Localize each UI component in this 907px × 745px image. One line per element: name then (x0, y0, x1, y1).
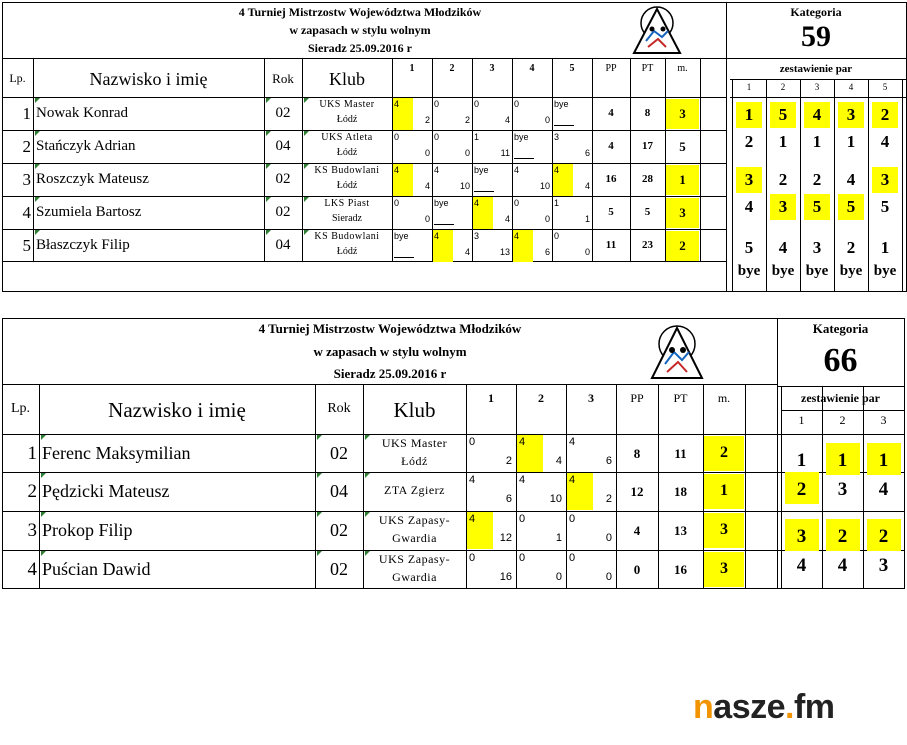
pair-value: 5 (880, 197, 890, 216)
round-score-top: 0 (394, 198, 400, 208)
row-pp: 4 (608, 107, 614, 119)
header-name: Nazwisko i imię (108, 398, 246, 422)
pair-value: 5 (744, 238, 754, 257)
title-line-1: 4 Turniej Mistrzostw Województwa Młodzików (258, 321, 522, 336)
row-klub-line2: Gwardia (392, 570, 437, 584)
row-klub-line2: Gwardia (392, 531, 437, 545)
pair-value: 3 (837, 479, 848, 500)
brand-fm: fm (793, 688, 835, 726)
row-klub-line1: UKS Zapasy- (378, 552, 451, 566)
round-score-bottom: 0 (605, 571, 612, 583)
round-score-top: 0 (569, 552, 576, 564)
round-score-top: bye (554, 99, 569, 109)
pair-value: 3 (812, 238, 822, 257)
round-score-top: 0 (519, 513, 526, 525)
brand-logo (693, 688, 835, 727)
pair-value: 2 (796, 479, 807, 500)
round-score-top: 0 (514, 198, 520, 208)
row-lp: 4 (27, 559, 37, 580)
round-score-bottom: 0 (605, 532, 612, 544)
pair-value: bye (805, 263, 829, 279)
round-score-top: 4 (569, 436, 576, 448)
row-klub-line1: UKS Master (319, 99, 375, 110)
row-pp: 0 (633, 562, 641, 577)
header-lp: Lp. (10, 401, 31, 416)
round-score-top: 4 (519, 436, 526, 448)
pairs-col-header: 3 (814, 82, 820, 92)
pair-value: 3 (878, 555, 889, 576)
header-round-3: 3 (489, 63, 495, 74)
pair-value: 3 (744, 170, 754, 189)
wrestling-emblem-icon (646, 320, 708, 382)
pairs-col-header: 4 (848, 82, 854, 92)
row-klub-line1: LKS Piast (324, 198, 370, 209)
round-score-bottom: 10 (539, 181, 550, 191)
pair-value: 4 (846, 170, 856, 189)
pair-value: 2 (846, 238, 856, 257)
round-score-bottom: 0 (544, 115, 550, 125)
cell-marker-icon (41, 512, 46, 517)
round-score-bottom: 2 (424, 115, 430, 125)
pair-value: bye (839, 263, 863, 279)
kategoria-label: Kategoria (812, 321, 869, 336)
header-klub: Klub (393, 398, 436, 422)
round-score-bottom: 0 (424, 214, 430, 224)
round-score-top: 4 (469, 474, 476, 486)
row-name: Pędzicki Mateusz (42, 481, 170, 501)
row-name: Roszczyk Mateusz (36, 171, 149, 187)
row-klub-line2: Łódź (336, 114, 358, 125)
pairs-label: zestawienie par (779, 63, 853, 75)
row-place: 3 (720, 521, 728, 538)
row-rok: 02 (330, 520, 348, 540)
row-klub-line1: ZTA Zgierz (383, 483, 445, 497)
pairs-col-header: 2 (839, 413, 846, 427)
round-score-bottom: 4 (504, 115, 510, 125)
row-klub-line1: UKS Atleta (321, 132, 373, 143)
row-pt: 16 (674, 562, 687, 577)
round-score-top: bye (394, 231, 409, 241)
title-line-2: w zapasach w stylu wolnym (313, 344, 467, 359)
row-pt: 28 (642, 173, 653, 185)
row-pp: 11 (605, 239, 617, 251)
round-score-bottom: 11 (500, 148, 510, 158)
row-name: Prokop Filip (42, 520, 133, 540)
row-pp: 5 (608, 206, 614, 218)
pair-value: 1 (880, 238, 890, 257)
pair-value: 1 (812, 132, 822, 151)
round-score-bottom: 2 (605, 493, 612, 505)
row-rok: 04 (330, 481, 348, 501)
cell-marker-icon (365, 551, 370, 556)
round-score-top: 0 (434, 99, 440, 109)
header-pt: PT (641, 63, 654, 74)
pair-value: 5 (846, 197, 856, 216)
row-pt: 17 (642, 140, 653, 152)
round-score-top: 0 (514, 99, 520, 109)
round-score-bottom: 6 (584, 148, 590, 158)
header-pp: PP (605, 63, 617, 74)
round-score-bottom: 0 (555, 571, 562, 583)
header-round-4: 4 (529, 63, 535, 74)
pairs-col-header: 2 (780, 82, 786, 92)
round-score-top: 4 (554, 165, 560, 175)
header-round-2: 2 (538, 391, 544, 405)
cell-marker-icon (365, 473, 370, 478)
round-score-bottom: 2 (505, 455, 512, 467)
round-score-bottom: 16 (499, 571, 512, 583)
round-score-bottom: 0 (424, 148, 430, 158)
row-rok: 02 (330, 559, 348, 579)
row-rok: 02 (275, 204, 291, 220)
round-score-top: 0 (554, 231, 560, 241)
pair-value: 2 (744, 132, 754, 151)
pairs-col-header: 5 (882, 82, 888, 92)
row-lp: 3 (22, 170, 31, 189)
pair-value: 4 (880, 132, 890, 151)
pair-value: 1 (796, 450, 807, 471)
kategoria-label: Kategoria (790, 5, 842, 19)
header-m: m. (717, 391, 731, 405)
row-rok: 02 (275, 171, 291, 187)
round-score-top: 0 (569, 513, 576, 525)
pair-value: 2 (812, 170, 822, 189)
kategoria-value: 66 (823, 342, 858, 379)
pair-value: 4 (796, 555, 807, 576)
row-place: 1 (679, 172, 686, 187)
pair-value: 1 (846, 132, 856, 151)
row-klub-line2: Sieradz (332, 213, 362, 224)
row-name: Nowak Konrad (36, 105, 129, 121)
row-pp: 8 (633, 446, 641, 461)
pair-value: 3 (846, 105, 856, 124)
header-rok: Rok (327, 401, 351, 416)
round-score-top: 4 (394, 165, 400, 175)
brand-rest: asze (713, 688, 786, 726)
row-klub-line1: UKS Master (381, 436, 448, 450)
round-score-bottom: 4 (464, 247, 470, 257)
pair-value: bye (873, 263, 897, 279)
round-score-bottom: 6 (544, 247, 550, 257)
round-score-bottom: 0 (584, 247, 590, 257)
round-score-top: 0 (474, 99, 480, 109)
cell-marker-icon (317, 435, 322, 440)
pair-value: 4 (878, 479, 889, 500)
row-lp: 4 (22, 203, 31, 222)
row-name: Stańczyk Adrian (36, 138, 136, 154)
row-klub-line2: Łódź (336, 180, 358, 191)
brand-dot: . (785, 688, 794, 726)
row-place: 5 (679, 139, 686, 154)
cell-marker-icon (317, 551, 322, 556)
cell-marker-icon (365, 435, 370, 440)
pair-value: 5 (812, 197, 822, 216)
round-score-top: bye (474, 165, 489, 175)
row-rok: 04 (275, 237, 291, 253)
round-score-top: 3 (554, 132, 560, 142)
row-place: 3 (679, 205, 686, 220)
pair-value: 2 (878, 526, 889, 547)
round-score-top: 4 (514, 231, 520, 241)
pair-value: 1 (744, 105, 754, 124)
row-lp: 5 (22, 236, 31, 255)
pair-value: 4 (812, 105, 822, 124)
header-round-1: 1 (488, 391, 494, 405)
round-score-top: 4 (434, 165, 440, 175)
row-lp: 2 (22, 137, 31, 156)
round-score-top: 0 (434, 132, 440, 142)
round-score-top: 1 (474, 132, 480, 142)
round-score-top: 3 (474, 231, 480, 241)
pair-value: bye (771, 263, 795, 279)
pair-value: 2 (778, 170, 788, 189)
row-pt: 5 (644, 206, 651, 218)
round-score-top: 4 (474, 198, 480, 208)
header-round-2: 2 (449, 63, 455, 74)
round-score-bottom: 2 (464, 115, 470, 125)
header-m: m. (677, 63, 688, 74)
round-score-top: bye (514, 132, 529, 142)
pair-value: 4 (837, 555, 848, 576)
header-lp: Lp. (9, 71, 26, 85)
round-score-bottom: 10 (549, 493, 562, 505)
cell-marker-icon (317, 473, 322, 478)
row-pt: 8 (644, 107, 651, 119)
pair-value: 2 (880, 105, 890, 124)
header-rok: Rok (272, 71, 294, 86)
cell-marker-icon (365, 512, 370, 517)
pairs-col-header: 1 (746, 82, 752, 92)
pair-value: 1 (837, 450, 848, 471)
row-lp: 1 (27, 443, 37, 464)
round-score-top: 0 (519, 552, 526, 564)
round-score-bottom: 4 (584, 181, 590, 191)
row-pt: 11 (674, 446, 687, 461)
pair-value: bye (737, 263, 761, 279)
header-name: Nazwisko i imię (89, 69, 208, 89)
title-line-1: 4 Turniej Mistrzostw Województwa Młodzików (238, 5, 482, 19)
header-pt: PT (673, 391, 688, 405)
cell-marker-icon (317, 512, 322, 517)
row-pp: 4 (608, 140, 614, 152)
pair-value: 3 (778, 197, 788, 216)
round-score-top: 0 (394, 132, 400, 142)
round-score-top: 4 (394, 99, 400, 109)
title-line-3: Sieradz 25.09.2016 r (333, 366, 447, 381)
header-klub: Klub (329, 69, 365, 89)
cell-marker-icon (41, 435, 46, 440)
round-score-top: 4 (514, 165, 520, 175)
kategoria-value: 59 (801, 20, 831, 53)
round-score-bottom: 10 (459, 181, 470, 191)
row-lp: 2 (27, 481, 37, 502)
row-klub-line1: KS Budowlani (314, 231, 380, 242)
round-score-top: 0 (469, 436, 476, 448)
round-score-bottom: 0 (544, 214, 550, 224)
round-score-top: 1 (554, 198, 560, 208)
round-score-bottom: 6 (505, 493, 512, 505)
round-score-bottom: 13 (499, 247, 510, 257)
header-round-5: 5 (569, 63, 575, 74)
row-klub-line2: Łódź (336, 246, 358, 257)
header-round-3: 3 (588, 391, 594, 405)
round-score-bottom: 6 (605, 455, 612, 467)
row-klub-line1: UKS Zapasy- (378, 513, 451, 527)
title-line-2: w zapasach w stylu wolnym (289, 23, 431, 37)
row-rok: 02 (275, 105, 291, 121)
pair-value: 4 (744, 197, 754, 216)
pair-value: 3 (796, 526, 807, 547)
row-place: 1 (720, 482, 728, 499)
round-score-top: 4 (434, 231, 440, 241)
row-name: Ferenc Maksymilian (42, 443, 191, 463)
brand-n: n (693, 688, 714, 726)
round-score-top: 0 (469, 552, 476, 564)
row-klub-line2: Łódź (401, 454, 428, 468)
pair-value: 2 (837, 526, 848, 547)
round-score-top: 4 (469, 513, 476, 525)
header-pp: PP (630, 391, 644, 405)
row-lp: 1 (22, 104, 31, 123)
row-pt: 23 (642, 239, 653, 251)
header-round-1: 1 (409, 63, 415, 74)
row-place: 2 (720, 444, 728, 461)
pairs-col-header: 3 (880, 413, 887, 427)
row-name: Błaszczyk Filip (36, 237, 130, 253)
pair-value: 1 (778, 132, 788, 151)
row-pt: 13 (674, 523, 687, 538)
pair-value: 3 (880, 170, 890, 189)
row-klub-line2: Łódź (336, 147, 358, 158)
row-pp: 12 (630, 484, 644, 499)
row-place: 3 (720, 560, 728, 577)
cell-marker-icon (41, 473, 46, 478)
row-pt: 18 (674, 484, 687, 499)
pair-value: 4 (778, 238, 788, 257)
title-line-3: Sieradz 25.09.2016 r (308, 41, 412, 55)
row-place: 3 (679, 106, 686, 121)
pairs-col-header: 1 (798, 413, 805, 427)
round-score-top: 4 (569, 474, 576, 486)
round-score-bottom: 4 (555, 455, 562, 467)
row-place: 2 (679, 238, 686, 253)
row-rok: 04 (275, 138, 291, 154)
pairs-label: zestawienie par (801, 391, 880, 405)
row-rok: 02 (330, 443, 348, 463)
round-score-bottom: 4 (504, 214, 510, 224)
pair-value: 1 (878, 450, 889, 471)
round-score-top: 4 (519, 474, 526, 486)
row-name: Szumiela Bartosz (36, 204, 142, 220)
round-score-bottom: 4 (424, 181, 430, 191)
row-klub-line1: KS Budowlani (314, 165, 380, 176)
pair-value: 5 (778, 105, 788, 124)
round-score-bottom: 1 (555, 532, 562, 544)
row-pp: 4 (633, 523, 641, 538)
round-score-bottom: 0 (464, 148, 470, 158)
row-name: Puścian Dawid (42, 559, 151, 579)
cell-marker-icon (41, 551, 46, 556)
row-lp: 3 (27, 520, 37, 541)
round-score-top: bye (434, 198, 449, 208)
row-pp: 16 (605, 173, 617, 185)
round-score-bottom: 1 (584, 214, 590, 224)
round-score-bottom: 12 (499, 532, 512, 544)
